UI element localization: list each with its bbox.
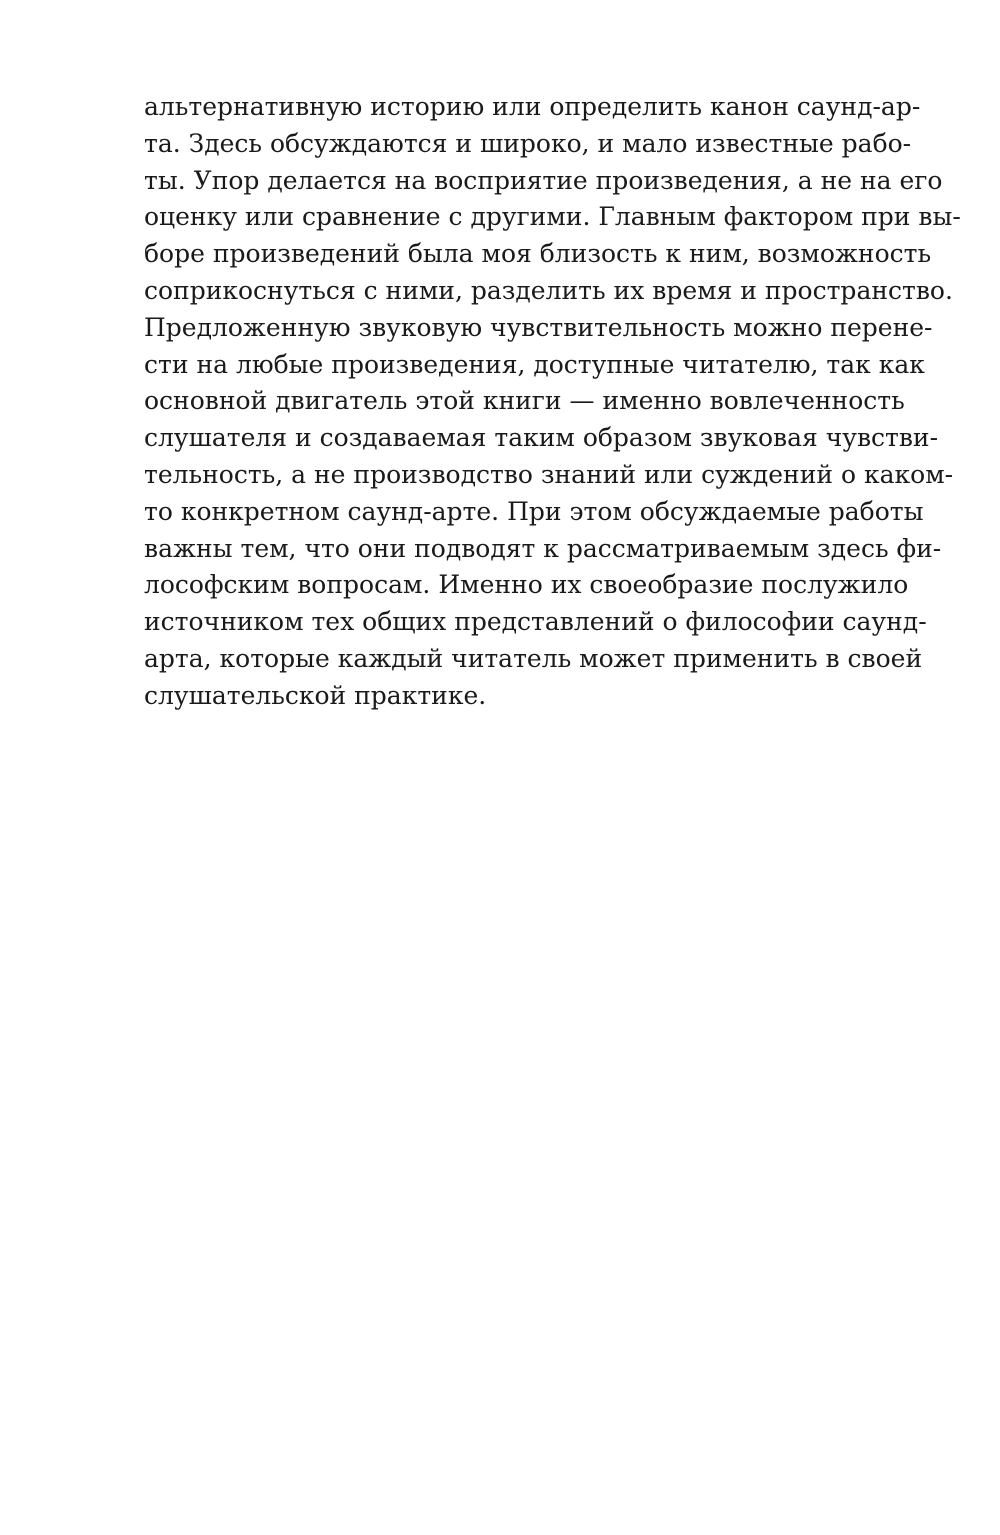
text-line: сти на любые произведения, доступные читателю, так как [144, 349, 925, 379]
text-line: ты. Упор делается на восприятие произведения, а не на его [144, 165, 943, 195]
text-line: тельность, а не производство знаний или суждений о каком- [144, 459, 954, 489]
text-line: слушателя и создаваемая таким образом звуковая чувстви- [144, 423, 939, 453]
text-line: альтернативную историю или определить канон саунд-ар- [144, 92, 921, 121]
text-line: основной двигатель этой книги — именно вовлеченность [144, 386, 905, 416]
text-line: лософским вопросам. Именно их своеобразие послужило [144, 570, 909, 600]
body-text [144, 89, 961, 715]
text-line: боре произведений была моя близость к ним, возможность [144, 239, 932, 269]
text-line: соприкоснуться с ними, разделить их время и пространство. [144, 275, 953, 305]
text-line: оценку или сравнение с другими. Главным фактором при вы- [144, 202, 961, 232]
text-line: важны тем, что они подводят к рассматриваемым здесь фи- [144, 533, 942, 563]
text-line: арта, которые каждый читатель может применить в своей [144, 643, 923, 673]
text-line: то конкретном саунд-арте. При этом обсуждаемые работы [144, 496, 924, 526]
text-line-last: слушательской практике. [144, 680, 487, 710]
text-line: та. Здесь обсуждаются и широко, и мало известные рабо- [144, 128, 912, 158]
text-line: Предложенную звуковую чувствительность можно перене- [144, 312, 933, 342]
text-line: источником тех общих представлений о философии саунд- [144, 607, 927, 637]
